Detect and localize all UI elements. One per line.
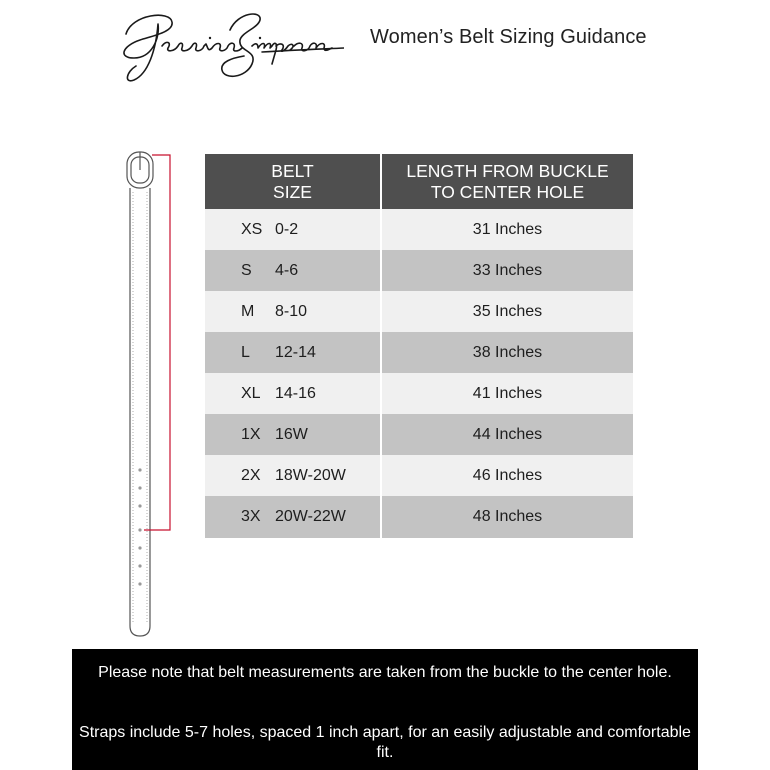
table-row [205,250,633,291]
table-row [205,373,633,414]
size-range: 14-16 [275,384,316,402]
size-range: 4-6 [275,261,299,279]
size-label: L [241,343,250,361]
holes-note: Straps include 5-7 holes, spaced 1 inch apart, for an easily adjustable and comfortable fit. [79,724,691,761]
size-range: 0-2 [275,220,299,238]
size-label: XL [241,384,261,402]
size-range: 20W-22W [275,508,346,525]
length-cell: 35 Inches [381,291,633,332]
table-row [205,455,633,496]
size-range: 12-14 [275,343,316,361]
size-cell [205,332,381,373]
brand-logo [112,6,344,86]
length-cell: 44 Inches [381,414,633,455]
size-cell [205,455,381,496]
measurement-line [144,155,170,530]
size-range: 16W [275,425,308,443]
size-cell [205,250,381,291]
size-label: 3X [241,508,261,525]
size-range: 18W-20W [275,466,346,484]
size-label: S [241,261,252,279]
belt-holes [138,468,141,585]
table-row [205,291,633,332]
table-row [205,414,633,455]
length-cell: 46 Inches [381,455,633,496]
size-cell [205,291,381,332]
table-row [205,496,633,538]
length-cell: 48 Inches [381,496,633,538]
table-row [205,209,633,250]
table-row [205,332,633,373]
measurement-note: Please note that belt measurements are taken from the buckle to the center hole. [98,664,672,681]
length-cell: 31 Inches [381,209,633,250]
size-cell [205,373,381,414]
table-header-row [205,154,633,209]
belt-size-table [205,154,633,538]
size-label: 2X [241,466,261,484]
note-box [72,649,698,770]
header-belt-size: BELT SIZE [205,154,381,209]
header-length: LENGTH FROM BUCKLE TO CENTER HOLE [381,154,633,209]
page-title: Women’s Belt Sizing Guidance [370,26,647,48]
belt-illustration [118,148,178,640]
size-label: 1X [241,425,261,443]
size-label: XS [241,220,263,238]
length-cell: 41 Inches [381,373,633,414]
size-cell [205,414,381,455]
size-range: 8-10 [275,302,308,320]
size-cell [205,209,381,250]
size-cell [205,496,381,538]
length-cell: 33 Inches [381,250,633,291]
length-cell: 38 Inches [381,332,633,373]
size-label: M [241,302,255,320]
